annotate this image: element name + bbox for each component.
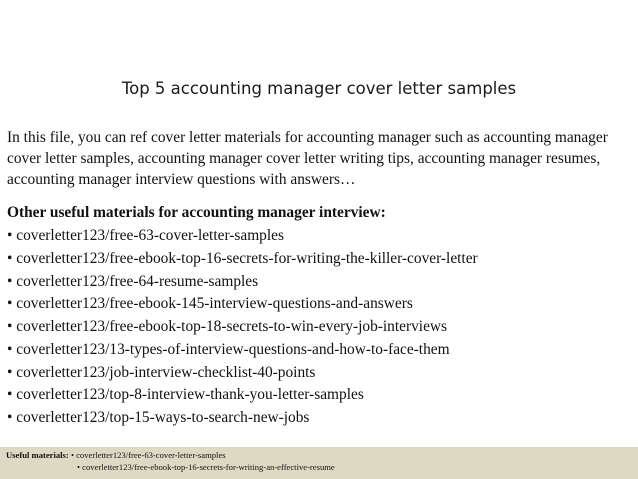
list-item[interactable] [7,339,635,362]
page-title: Top 5 accounting manager cover letter samples [121,79,517,98]
footer-bar [0,447,638,479]
list-item[interactable] [7,407,635,430]
materials-list [7,225,635,430]
bullet: • [7,249,13,267]
footer-label [6,450,69,460]
footer-bullet: • [77,462,81,472]
list-item[interactable] [7,225,635,248]
list-item[interactable] [7,248,635,271]
footer-row [77,462,335,473]
bullet: • [7,272,13,290]
link-text: coverletter123/free-ebook-top-16-secrets-for-writing-the-killer-cover-letter [16,249,478,267]
intro-paragraph: In this file, you can ref cover letter materials for accounting manager such as accounting manager cover letter samples, accounting manager cover letter writing tips, accounting manager resumes, accounting manager interview questions with answers… [7,129,608,188]
list-item[interactable] [7,362,635,385]
footer-row [6,450,226,461]
bullet: • [7,386,13,404]
link-text: coverletter123/free-64-resume-samples [16,272,259,290]
footer-link[interactable]: coverletter123/free-63-cover-letter-samples [76,450,226,460]
footer-bullet: • [70,450,74,460]
materials-heading: Other useful materials for accounting manager interview: [7,204,386,221]
link-text: coverletter123/top-15-ways-to-search-new-jobs [16,409,310,426]
footer-link[interactable]: coverletter123/free-ebook-top-16-secrets-for-writing-an-effective-resume [82,462,335,472]
link-text: coverletter123/job-interview-checklist-40-points [16,363,316,381]
link-text: coverletter123/free-ebook-145-interview-questions-and-answers [16,295,413,313]
bullet: • [7,363,13,381]
link-text: coverletter123/free-ebook-top-18-secrets-to-win-every-job-interviews [16,318,447,335]
bullet: • [7,318,13,335]
link-text: coverletter123/top-8-interview-thank-you-letter-samples [16,386,364,404]
link-text: coverletter123/13-types-of-interview-questions-and-how-to-face-them [16,340,450,358]
footer-label-text: Useful materials [6,450,66,460]
bullet: • [7,340,13,358]
list-item[interactable] [7,384,635,407]
list-item[interactable] [7,316,635,339]
bullet: • [7,227,13,244]
bullet: • [7,295,13,313]
bullet: • [7,409,13,426]
footer-separator: : [65,450,69,460]
list-item[interactable] [7,271,635,294]
link-text: coverletter123/free-63-cover-letter-samples [16,227,284,244]
list-item[interactable] [7,293,635,316]
